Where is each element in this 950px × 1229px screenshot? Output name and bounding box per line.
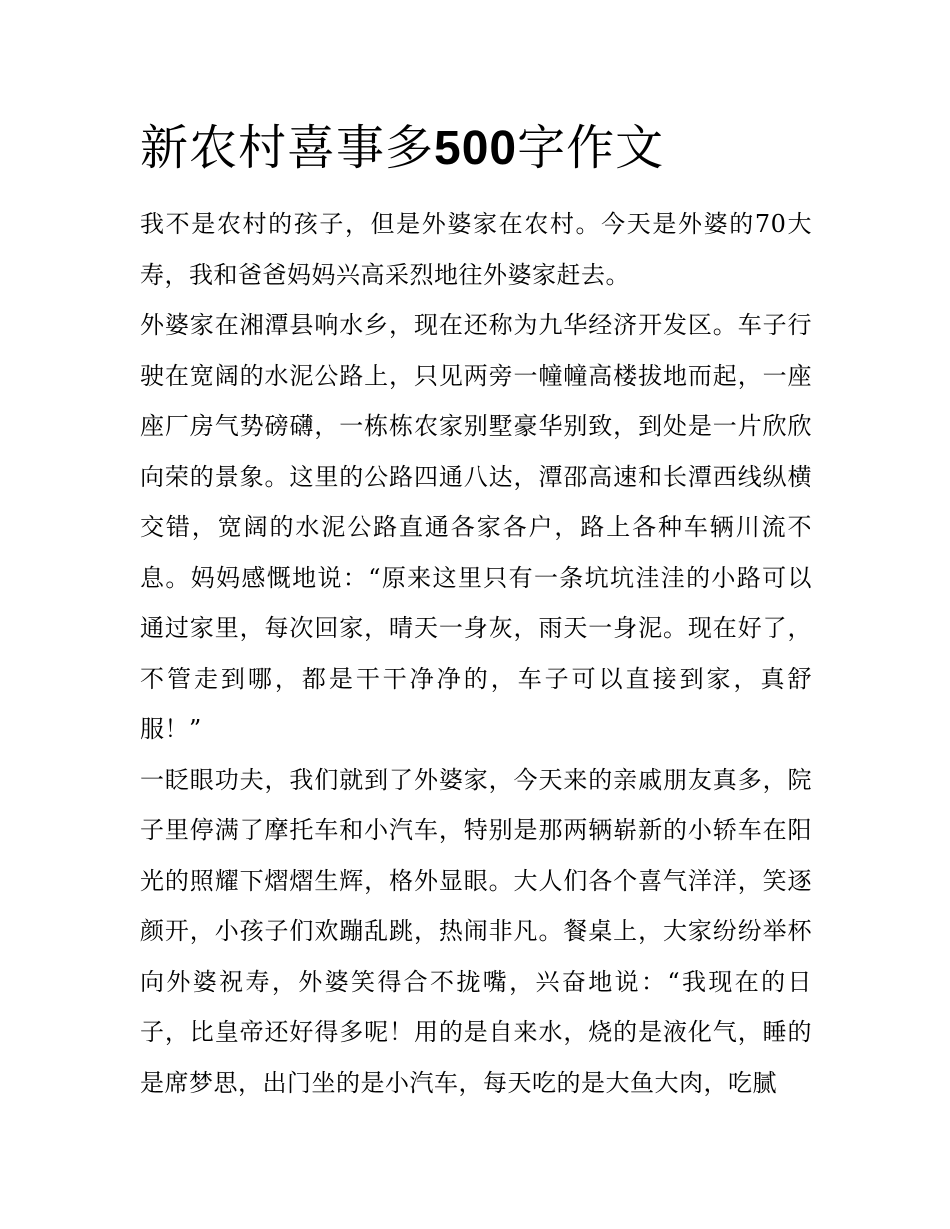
title-number: 500 — [434, 122, 518, 175]
paragraph-3: 一眨眼功夫，我们就到了外婆家，今天来的亲戚朋友真多，院子里停满了摩托车和小汽车，特别是那两辆崭新的小轿车在阳光的照耀下熠熠生辉，格外显眼。大人们各个喜气洋洋，笑逐颜开，小孩子们欢蹦乱跳，热闹非凡。餐桌上，大家纷纷举杯向外婆祝寿，外婆笑得合不拢嘴，兴奋地说：“我现在的日子，比皇帝还好得多呢！用的是自来水，烧的是液化气，睡的是席梦思，出门坐的是小汽车，每天吃的是大鱼大肉，吃腻 — [140, 765, 812, 1097]
paragraph-1: 我不是农村的孩子，但是外婆家在农村。今天是外婆的70大寿，我和爸爸妈妈兴高采烈地往外婆家赶去。 — [140, 210, 812, 289]
document-page — [140, 118, 812, 1108]
paragraph-2: 外婆家在湘潭县响水乡，现在还称为九华经济开发区。车子行驶在宽阔的水泥公路上，只见两旁一幢幢高楼拔地而起，一座座厂房气势磅礴，一栋栋农家别墅豪华别致，到处是一片欣欣向荣的景象。这里的公路四通八达，潭邵高速和长潭西线纵横交错，宽阔的水泥公路直通各家各户，路上各种车辆川流不息。妈妈感慨地说：“原来这里只有一条坑坑洼洼的小路可以通过家里，每次回家，晴天一身灰，雨天一身泥。现在好了，不管走到哪，都是干干净净的，车子可以直接到家，真舒服！” — [140, 311, 812, 743]
title-text-part2: 字作文 — [517, 120, 665, 176]
title-text-part1: 新农村喜事多 — [140, 120, 435, 176]
document-title — [140, 118, 812, 179]
